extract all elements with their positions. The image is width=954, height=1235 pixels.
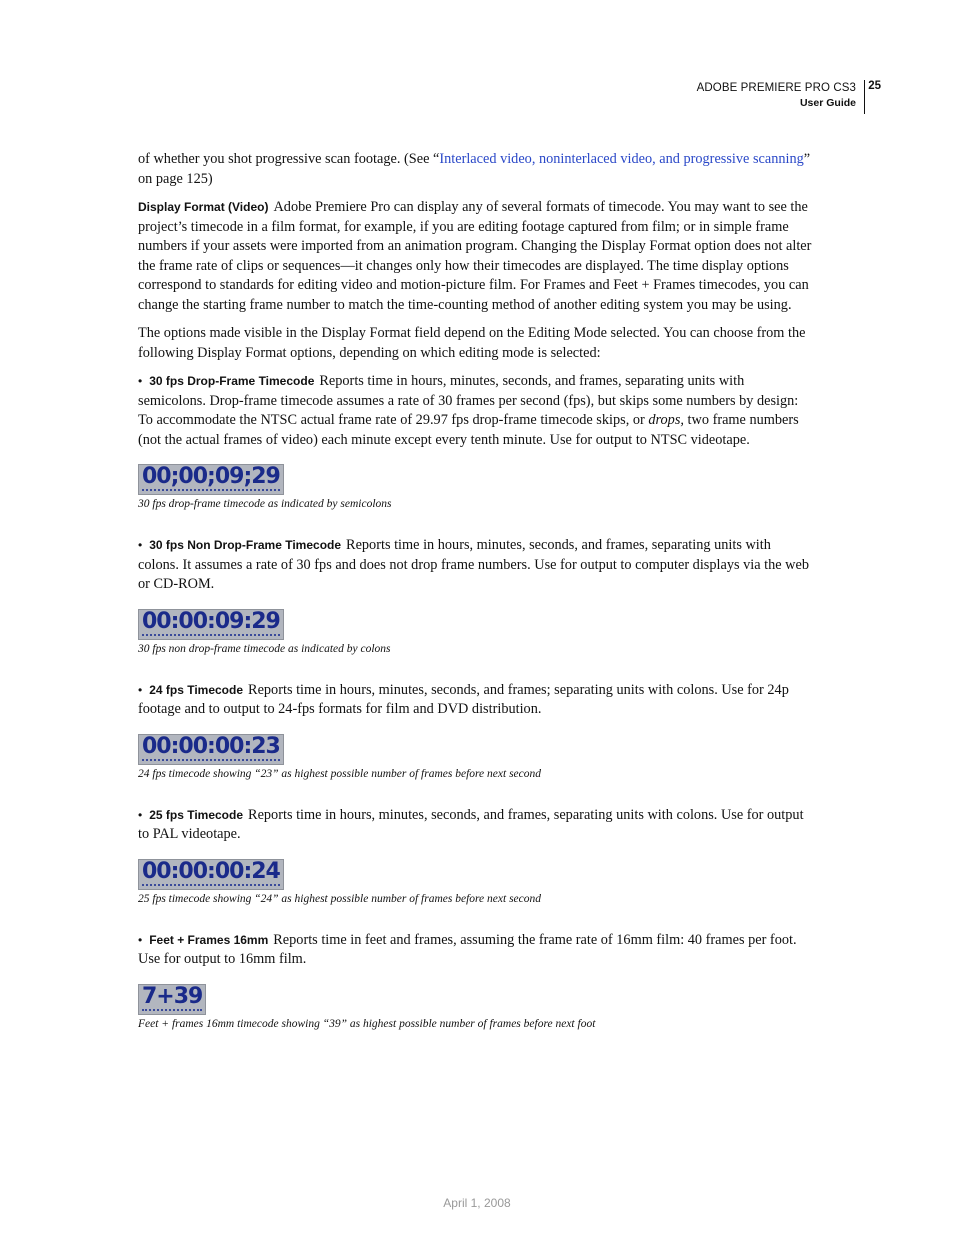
header-title: ADOBE PREMIERE PRO CS3: [697, 80, 865, 96]
timecode-display: [138, 859, 284, 890]
format-option-label: Feet + Frames 16mm: [149, 932, 269, 947]
timecode-value: 00:00:00:24: [142, 858, 280, 884]
format-option-label: 30 fps Drop-Frame Timecode: [149, 374, 315, 388]
page-body: [138, 150, 814, 1056]
display-format-label: Display Format (Video): [138, 200, 269, 214]
timecode-display: [138, 464, 284, 495]
bullet-icon: •: [138, 932, 143, 947]
options-paragraph: The options made visible in the Display Format field depend on the Editing Mode selected. You can choose from the following Display Format options, depending on which editing mode is selected:: [138, 325, 806, 361]
timecode-display: [138, 609, 284, 640]
timecode-value: 00:00:09:29: [142, 608, 280, 634]
format-option: [138, 681, 814, 782]
intro-paragraph: [138, 150, 814, 189]
format-option-text: Reports time in hours, minutes, seconds, and frames; separating units with colons. Use for 24p footage and to output to 24-fps formats for film and DVD distribution.: [138, 681, 789, 717]
timecode-value: 7+39: [142, 983, 203, 1009]
format-option: [138, 536, 814, 657]
format-option-emphasis: drops,: [648, 412, 684, 428]
bullet-icon: •: [138, 374, 143, 388]
format-option-text: Reports time in hours, minutes, seconds, and frames, separating units with colons. Use for output to PAL videotape.: [138, 806, 804, 842]
figure-caption: 30 fps non drop-frame timecode as indicated by colons: [138, 642, 391, 655]
timecode-display: [138, 734, 284, 765]
running-header: [696, 78, 881, 114]
format-option-label: 25 fps Timecode: [149, 807, 244, 822]
bullet-icon: •: [138, 538, 143, 552]
figure-caption: 24 fps timecode showing “23” as highest possible number of frames before next second: [138, 767, 541, 780]
timecode-value: 00:00:00:23: [142, 733, 280, 759]
format-option: [138, 806, 814, 907]
format-option-label: 30 fps Non Drop-Frame Timecode: [149, 538, 342, 552]
page-number: 25: [868, 80, 881, 92]
format-option-paragraph: [138, 372, 814, 450]
bullet-icon: •: [138, 682, 143, 697]
timecode-display: [138, 984, 206, 1015]
figure-caption: 25 fps timecode showing “24” as highest possible number of frames before next second: [138, 892, 541, 905]
format-option: [138, 931, 814, 1032]
format-option-text: Reports time in hours, minutes, seconds, and frames, separating units with colons. It assumes a rate of 30 fps and does not drop frame numbers. Use for output to computer displays via the web or CD-ROM.: [138, 537, 810, 592]
figure-caption: Feet + frames 16mm timecode showing “39” as highest possible number of frames before next foot: [138, 1017, 596, 1030]
bullet-icon: •: [138, 807, 143, 822]
format-option-text-continued: two frame numbers (not the actual frames of video) each minute except every tenth minute. Use for output to NTSC videotape.: [138, 412, 799, 448]
format-option-label: 24 fps Timecode: [149, 682, 244, 697]
format-option-paragraph: [138, 806, 814, 845]
footer-date: April 1, 2008: [443, 1196, 511, 1210]
format-option-text: Reports time in feet and frames, assuming the frame rate of 16mm film: 40 frames per foot. Use for output to 16mm film.: [138, 931, 797, 967]
cross-reference-link[interactable]: Interlaced video, noninterlaced video, and progressive scanning: [439, 151, 804, 167]
timecode-value: 00;00;09;29: [142, 464, 280, 489]
display-format-text: Adobe Premiere Pro can display any of several formats of timecode. You may want to see the project’s timecode in a film format, for example, if you are editing footage captured from film; or in simple frame numbers if your assets were imported from an animation program. Changing the Display Format option does not alter the frame rate of clips or sequences—it changes only how their timecodes are displayed. The time display options correspond to standards for editing video and motion-picture film. For Frames and Feet + Frames timecodes, you can change the starting frame number to match the time-counting method of another editing system you may be using.: [138, 199, 812, 313]
intro-text-after: ” on page 125): [138, 151, 811, 187]
format-option-paragraph: [138, 536, 814, 595]
format-option: [138, 372, 814, 512]
format-option-text: Reports time in hours, minutes, seconds, and frames, separating units with semicolons. Drop-frame timecode assumes a rate of 30 frames per second (fps), but skips some numbers by design: To accommodate the NTSC actual frame rate of 29.97 fps drop-frame timecode skips, or: [138, 373, 799, 428]
format-option-paragraph: [138, 931, 814, 970]
header-subtitle: User Guide: [697, 96, 865, 114]
format-option-paragraph: [138, 681, 814, 720]
display-format-paragraph: [138, 198, 814, 315]
figure-caption: 30 fps drop-frame timecode as indicated by semicolons: [138, 498, 392, 510]
intro-text-before: of whether you shot progressive scan footage. (See “: [138, 151, 440, 167]
